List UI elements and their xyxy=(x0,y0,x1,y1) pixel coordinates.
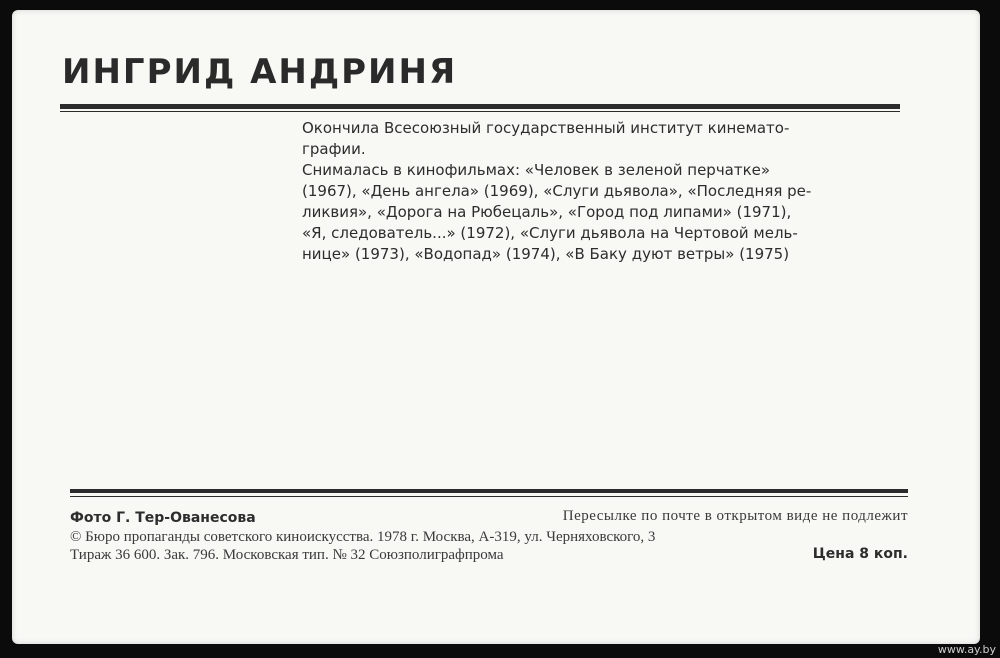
postcard-back xyxy=(12,10,980,644)
header-rule-thick xyxy=(60,104,900,109)
footer-rule-thin xyxy=(70,496,908,497)
print-run-info: Тираж 36 600. Зак. 796. Московская тип. № 32 Союзполиграфпрома xyxy=(70,547,504,563)
photo-credit: Фото Г. Тер-Ованесова xyxy=(70,510,256,526)
watermark: www.ay.by xyxy=(937,643,996,656)
publisher-imprint: © Бюро пропаганды советского киноискусства. 1978 г. Москва, А-319, ул. Черняховского, 3 xyxy=(70,529,656,545)
bio-line: «Я, следователь...» (1972), «Слуги дьявола на Чертовой мель- xyxy=(302,224,798,242)
bio-line: ликвия», «Дорога на Рюбецаль», «Город под липами» (1971), xyxy=(302,203,792,221)
bio-line: графии. xyxy=(302,140,366,158)
biography-text xyxy=(302,118,902,265)
bio-line: (1967), «День ангела» (1969), «Слуги дьявола», «Последняя ре- xyxy=(302,182,812,200)
actress-name-heading: ИНГРИД АНДРИНЯ xyxy=(62,52,458,92)
bio-line: Окончила Всесоюзный государственный институт кинемато- xyxy=(302,119,790,137)
price-label: Цена 8 коп. xyxy=(812,546,908,562)
footer-rule-thick xyxy=(70,489,908,493)
bio-line: нице» (1973), «Водопад» (1974), «В Баку дуют ветры» (1975) xyxy=(302,245,790,263)
bio-line: Снималась в кинофильмах: «Человек в зеленой перчатке» xyxy=(302,161,771,179)
header-rule-thin xyxy=(60,111,900,112)
mail-restriction-note: Пересылке по почте в открытом виде не подлежит xyxy=(562,508,908,524)
